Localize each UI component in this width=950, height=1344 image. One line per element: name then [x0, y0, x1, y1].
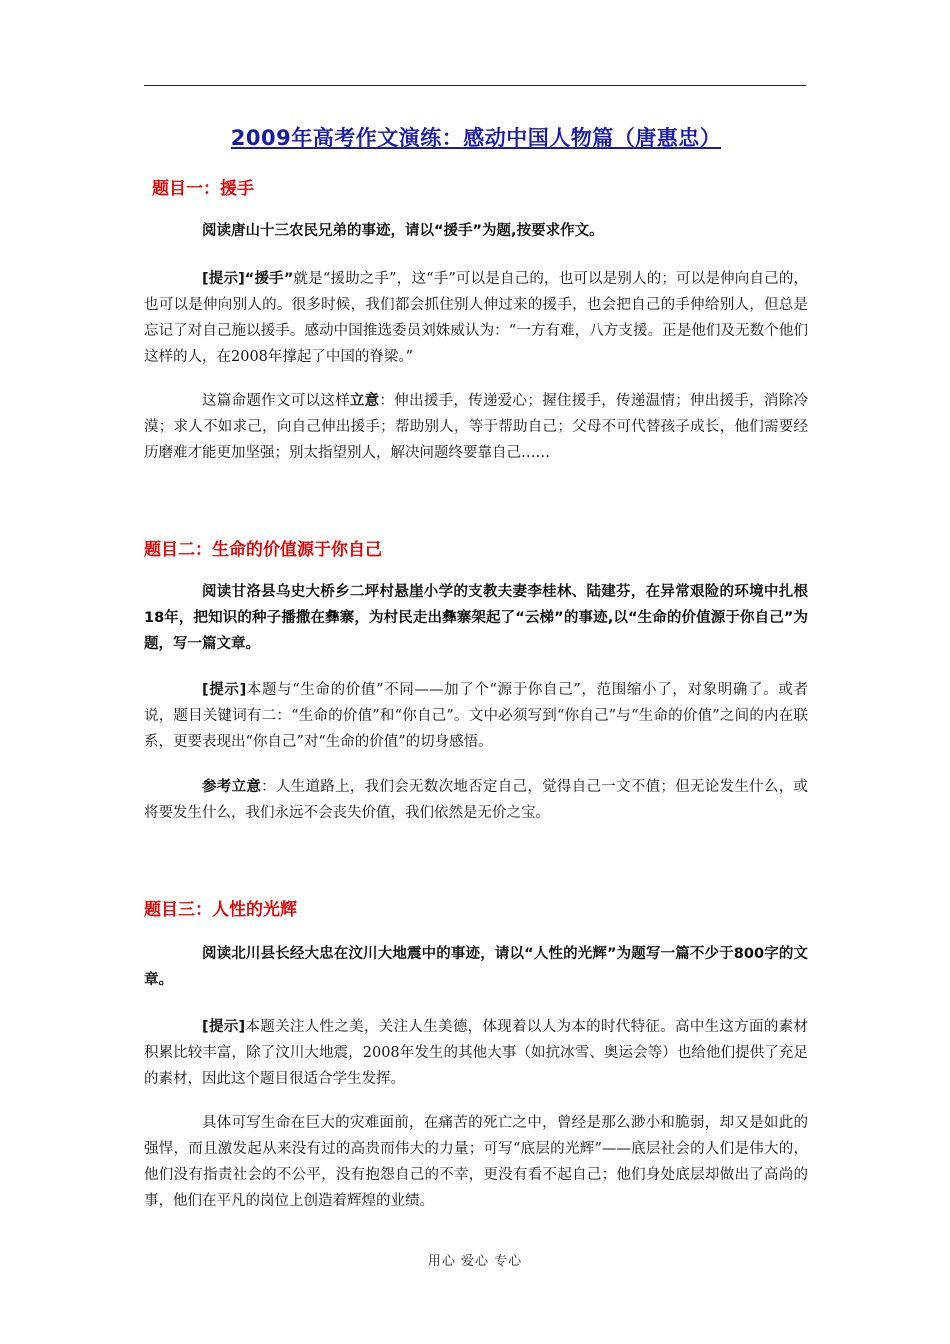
section1-hint-label: [提示]: [202, 271, 245, 287]
section3-hint-text: 本题关注人性之美，关注人生美德，体现着以人为本的时代特征。高中生这方面的素材积累比较丰富，除了汶川大地震，2008年发生的其他大事（如抗冰雪、奥运会等）也给他们提供了充足的素材，因此这个题目很适合学生发挥。: [144, 1019, 808, 1087]
section2-hint: [144, 677, 808, 755]
section2-hint-label: [提示]: [202, 682, 247, 698]
section3-detail: 具体可写生命在巨大的灾难面前，在痛苦的死亡之中，曾经是那么渺小和脆弱，却又是如此的强悍，而且激发起从来没有过的高贵而伟大的力量；可写“底层的光辉”——底层社会的人们是伟大的，他们没有指责社会的不公平，没有抱怨自己的不幸，更没有看不起自己；他们身处底层却做出了高尚的事，他们在平凡的岗位上创造着辉煌的业绩。: [144, 1115, 808, 1209]
section3-prompt: 阅读北川县长经大忠在汶川大地震中的事迹，请以“人性的光辉”为题写一篇不少于800字的文章。: [144, 946, 808, 988]
section1-heading: 题目一：援手: [152, 179, 254, 199]
section1-hint-text: 就是“援助之手”，这“手”可以是自己的，也可以是别人的；可以是伸向自己的，也可以是伸向别人的。很多时候，我们都会抓住别人伸过来的援手，也会把自己的手伸给别人，但总是忘记了对自己施以援手。感动中国推选委员刘姝威认为：“一方有难，八方支援。正是他们及无数个他们这样的人，在2008年撑起了中国的脊梁。”: [144, 271, 808, 365]
section1-hint-quote: “援手”: [244, 271, 294, 287]
section2-idea-text: ：人生道路上，我们会无数次地否定自己，觉得自己一文不值；但无论发生什么，或将要发生什么，我们永远不会丧失价值，我们依然是无价之宝。: [144, 779, 809, 821]
section3-hint-label: [提示]: [202, 1019, 246, 1035]
section1-prompt: 阅读唐山十三农民兄弟的事迹，请以“援手”为题,按要求作文。: [202, 223, 604, 239]
section3-hint: [144, 1014, 808, 1092]
page-title[interactable]: 2009年高考作文演练：感动中国人物篇（唐惠忠）: [230, 126, 722, 150]
section2-idea: [144, 774, 808, 826]
section1-idea-text: ：伸出援手，传递爱心；握住援手，传递温情；伸出援手，消除冷漠；求人不如求己，向自己伸出援手；帮助别人，等于帮助自己；父母不可代替孩子成长，他们需要经历磨难才能更加坚强；别太指望别人，解决问题终要靠自己……: [144, 393, 809, 461]
section2-hint-text: 本题与“生命的价值”不同——加了个“源于你自己”，范围缩小了，对象明确了。或者说，题目关键词有二：“生命的价值”和“你自己”。文中必须写到“你自己”与“生命的价值”之间的内在联系，更要表现出“你自己”对“生命的价值”的切身感悟。: [144, 682, 808, 750]
section1-idea-label: 立意: [349, 393, 380, 409]
section3-heading: 题目三：人性的光辉: [144, 900, 297, 920]
page-footer: 用心 爱心 专心: [427, 1254, 523, 1269]
header-rule: [144, 85, 806, 86]
section2-heading: 题目二：生命的价值源于你自己: [144, 540, 382, 560]
section1-hint: [144, 266, 808, 370]
section2-idea-label: 参考立意: [202, 779, 262, 795]
section2-prompt: 阅读甘洛县乌史大桥乡二坪村悬崖小学的支教夫妻李桂林、陆建芬，在异常艰险的环境中扎根18年，把知识的种子播撒在彝寨，为村民走出彝寨架起了“云梯”的事迹,以“生命的价值源于你自己”为题，写一篇文章。: [144, 584, 808, 652]
section1-idea-pre: 这篇命题作文可以这样: [202, 393, 350, 409]
section1-idea: [144, 388, 808, 466]
